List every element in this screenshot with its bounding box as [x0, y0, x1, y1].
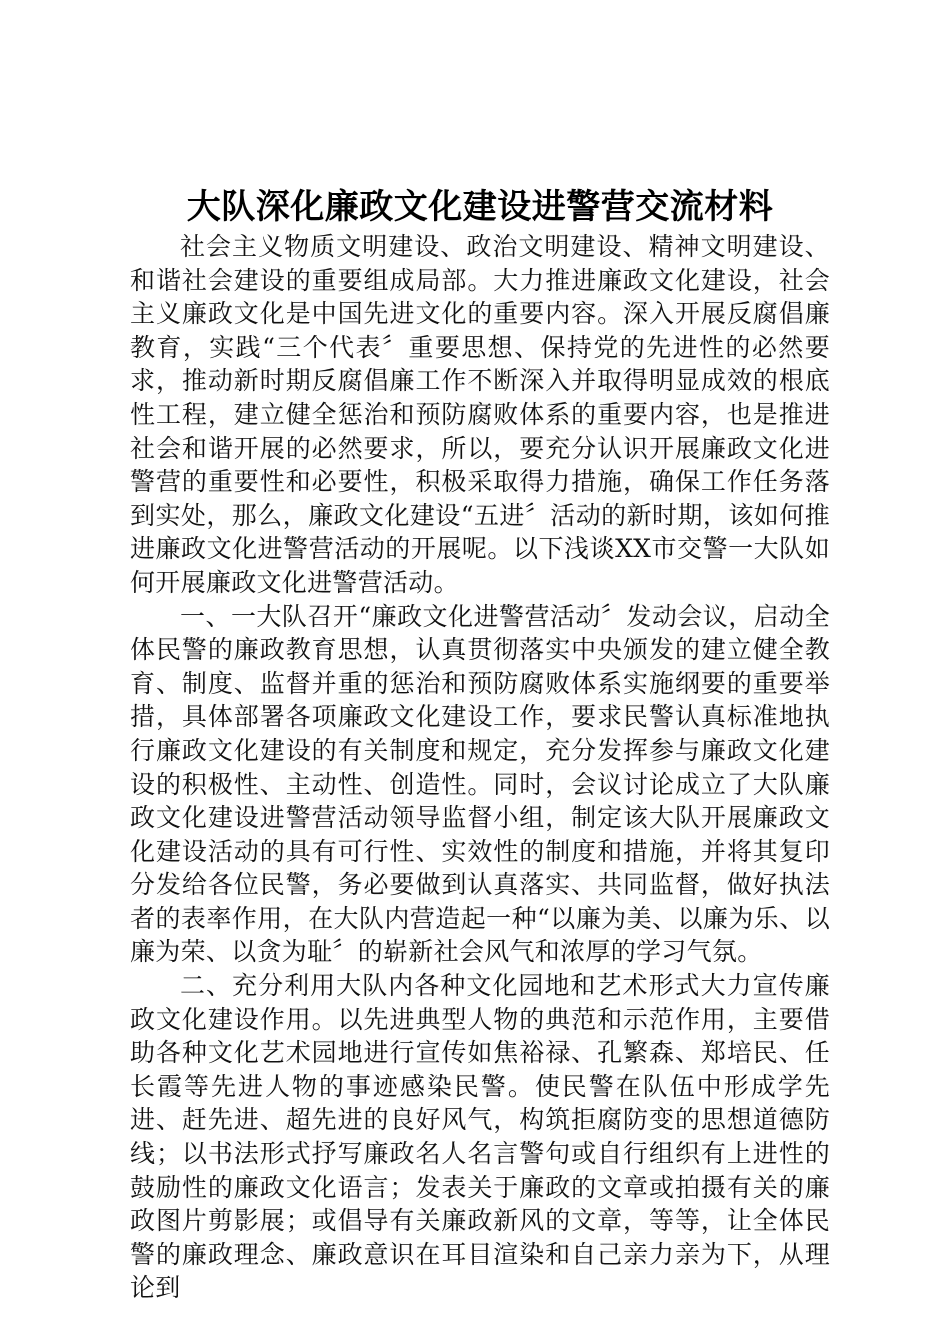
paragraph-intro: 社会主义物质文明建设、政治文明建设、精神文明建设、和谐社会建设的重要组成局部。大力推进廉政文化建设，社会主义廉政文化是中国先进文化的重要内容。深入开展反腐倡廉教育，实践“三个代表〞重要思想、保持党的先进性的必然要求，推动新时期反腐倡廉工作不断深入并取得明显成效的根底性工程，建立健全惩治和预防腐败体系的重要内容，也是推进社会和谐开展的必然要求，所以，要充分认识开展廉政文化进警营的重要性和必要性，积极采取得力措施，确保工作任务落到实处，那么，廉政文化建设“五进〞活动的新时期，该如何推进廉政文化进警营活动的开展呢。以下浅谈XX市交警一大队如何开展廉政文化进警营活动。 [130, 232, 830, 597]
paragraph-section-1: 一、一大队召开“廉政文化进警营活动〞发动会议，启动全体民警的廉政教育思想，认真贯彻落实中央颁发的建立健全教育、制度、监督并重的惩治和预防腐败体系实施纲要的重要举措，具体部署各项廉政文化建设工作，要求民警认真标准地执行廉政文化建设的有关制度和规定，充分发挥参与廉政文化建设的积极性、主动性、创造性。同时，会议讨论成立了大队廉政文化建设进警营活动领导监督小组，制定该大队开展廉政文化建设活动的具有可行性、实效性的制度和措施，并将其复印分发给各位民警，务必要做到认真落实、共同监督，做好执法者的表率作用，在大队内营造起一种“以廉为美、以廉为乐、以廉为荣、以贪为耻〞的崭新社会风气和浓厚的学习气氛。 [130, 601, 830, 967]
document-title: 大队深化廉政文化建设进警营交流材料 [186, 187, 774, 227]
paragraph-section-2: 二、充分利用大队内各种文化园地和艺术形式大力宣传廉政文化建设作用。以先进典型人物的典范和示范作用，主要借助各种文化艺术园地进行宣传如焦裕禄、孔繁森、郑培民、任长霞等先进人物的事迹感染民警。使民警在队伍中形成学先进、赶先进、超先进的良好风气，构筑拒腐防变的思想道德防线；以书法形式抒写廉政名人名言警句或自行组织有上进性的鼓励性的廉政文化语言；发表关于廉政的文章或拍摄有关的廉政图片剪影展；或倡导有关廉政新风的文章，等等，让全体民警的廉政理念、廉政意识在耳目渲染和自己亲力亲为下，从理论到 [130, 971, 830, 1303]
document-page [130, 180, 830, 1305]
